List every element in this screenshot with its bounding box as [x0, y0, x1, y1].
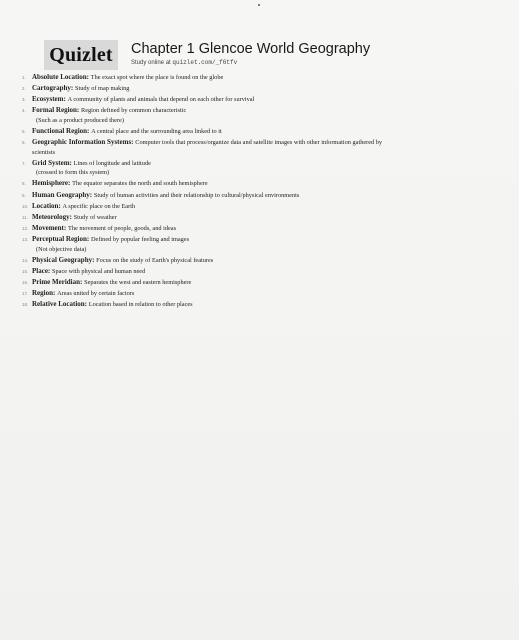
term-definition: A central place and the surrounding area linked to it	[91, 127, 222, 135]
term-definition: Study of map making	[74, 85, 130, 93]
term-definition: The exact spot where the place is found on the globe	[90, 74, 224, 81]
page-title: Chapter 1 Glencoe World Geography	[131, 41, 371, 57]
term-definition: Areas united by certain factors	[57, 289, 135, 297]
term-item	[22, 95, 502, 105]
term-number: 11.	[22, 214, 28, 220]
term-word: Cartography:	[32, 84, 74, 93]
term-word: Place:	[32, 266, 51, 275]
term-number: 12.	[22, 225, 29, 231]
term-definition: Study of human activities and their relationship to cultural/physical environments	[93, 191, 300, 199]
term-number: 14.	[22, 257, 29, 263]
term-word: Physical Geography:	[32, 255, 95, 264]
term-word: Location:	[32, 201, 61, 210]
term-definition: Computer tools that process/organize data and satellite images with other information gathered by	[135, 139, 383, 147]
term-word: Grid System:	[32, 158, 72, 167]
term-item	[22, 256, 502, 266]
term-item	[22, 73, 502, 83]
term-word: Perceptual Region:	[32, 234, 90, 243]
term-item	[22, 213, 502, 223]
term-number: 9.	[22, 192, 26, 198]
term-number: 6.	[22, 140, 26, 146]
term-item	[22, 278, 502, 288]
term-definition: Focus on the study of Earth's physical features	[96, 256, 214, 264]
term-item	[22, 159, 502, 178]
term-word: Meteorology:	[32, 212, 72, 221]
term-word: Hemisphere:	[32, 179, 71, 188]
term-note: (Such as a product produced there)	[36, 116, 124, 124]
term-item	[22, 235, 502, 254]
term-note: scientists	[32, 148, 56, 156]
term-item	[22, 179, 502, 189]
term-number: 18.	[22, 301, 29, 307]
term-word: Movement:	[32, 223, 67, 232]
study-online-prefix: Study online at	[131, 60, 173, 66]
term-definition: Location based in relation to other places	[88, 300, 193, 308]
term-note: (crossed to form this system)	[36, 169, 110, 177]
term-number: 2.	[22, 86, 26, 92]
term-word: Prime Meridian:	[32, 277, 83, 286]
term-number: 8.	[22, 181, 26, 187]
term-item	[22, 300, 502, 310]
term-number: 16.	[22, 279, 29, 285]
term-number: 1.	[22, 75, 26, 80]
term-number: 15.	[22, 268, 29, 274]
term-note: (Not objective data)	[36, 245, 87, 253]
term-item	[22, 191, 502, 201]
term-definition: A community of plants and animals that depend on each other for survival	[67, 96, 255, 104]
term-number: 17.	[22, 290, 29, 296]
quizlet-logo: Quizlet	[44, 40, 118, 70]
term-item	[22, 267, 502, 277]
term-number: 5.	[22, 128, 26, 134]
term-word: Functional Region:	[32, 126, 90, 135]
term-number: 10.	[22, 203, 29, 209]
term-definition: A specific place on the Earth	[62, 202, 136, 210]
term-number: 7.	[22, 160, 26, 166]
term-definition: Study of weather	[73, 213, 117, 221]
term-list	[22, 73, 502, 311]
term-definition: Region defined by common characteristic	[81, 107, 187, 115]
term-word: Relative Location:	[32, 299, 88, 308]
term-word: Geographic Information Systems:	[32, 138, 134, 147]
term-number: 13.	[22, 236, 29, 242]
term-item	[22, 138, 502, 157]
term-item	[22, 127, 502, 137]
study-online-url: quizlet.com/_f6tfv	[172, 59, 238, 66]
term-number: 4.	[22, 108, 26, 114]
study-online-note	[131, 59, 237, 66]
term-item	[22, 289, 502, 299]
page-header	[44, 40, 484, 72]
term-item	[22, 202, 502, 212]
term-word: Ecosystem:	[32, 95, 66, 104]
term-definition: The equator separates the north and south hemisphere	[72, 180, 208, 188]
term-item	[22, 84, 502, 94]
scan-speck	[258, 4, 260, 6]
term-word: Absolute Location:	[32, 73, 89, 81]
term-definition: Separates the west and eastern hemisphere	[84, 278, 192, 286]
term-item	[22, 224, 502, 234]
term-number: 3.	[22, 97, 26, 103]
term-word: Formal Region:	[32, 106, 80, 115]
term-word: Human Geography:	[32, 190, 93, 199]
term-definition: Defined by popular feeling and images	[90, 235, 190, 243]
term-definition: Space with physical and human need	[52, 267, 146, 275]
term-definition: The movement of people, goods, and ideas	[67, 224, 177, 232]
term-definition: Lines of longitude and latitude	[73, 159, 151, 167]
term-item	[22, 106, 502, 125]
term-word: Region:	[32, 288, 56, 297]
